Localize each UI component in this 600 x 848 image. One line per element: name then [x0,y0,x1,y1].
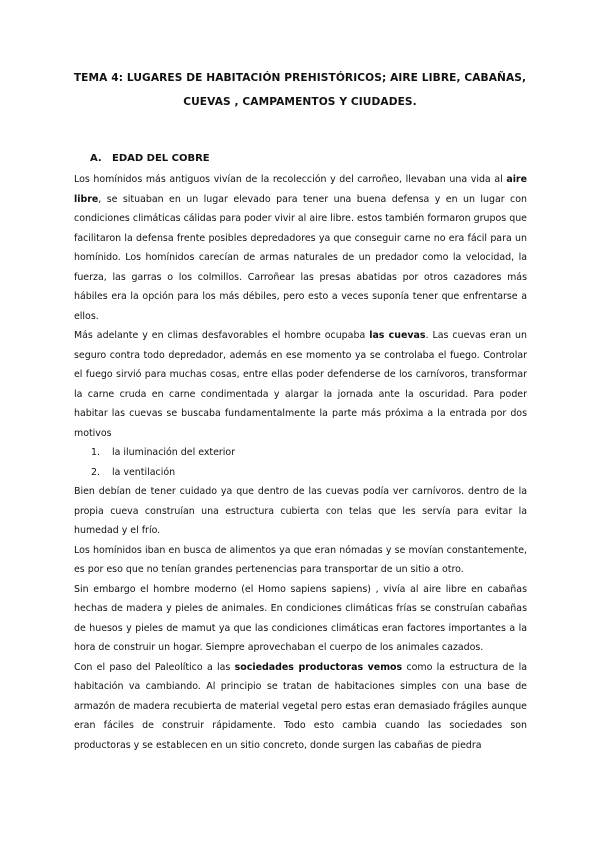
paragraph-5: Sin embargo el hombre moderno (el Homo sapiens sapiens) , vivía al aire libre en cabañas hechas de madera y pieles de animales. En condiciones climáticas frías se construían cabañas de huesos y pieles de mamut ya que las condiciones climáticas eran factores importantes a la hora de construir un hogar. Siempre aprovechaban el cuerpo de los animales cazados. [74,583,527,653]
paragraph-4: Los homínidos iban en busca de alimentos ya que eran nómadas y se movían constantemente, es por eso que no tenían grandes pertenencias para transportar de un sitio a otro. [74,544,527,575]
list-item [74,463,527,483]
section-heading [90,153,210,164]
paragraph-2-text-a: Más adelante y en climas desfavorables el hombre ocupaba [74,330,370,341]
paragraph-6-text-a: Con el paso del Paleolítico a las [74,661,235,673]
paragraph-2-emphasis: las cuevas [369,330,426,341]
section-number: A. [90,153,102,164]
list-item-number: 1. [91,447,101,458]
title-line-2: CUEVAS , CAMPAMENTOS Y CIUDADES. [183,96,417,108]
paragraph-6-text-c: como la estructura de la habitación va cambiando. Al principio se tratan de habitaciones simples con una base de armazón de madera recubierta de material vegetal pero estas eran demasiado frágiles aunque eran fáciles de construir rápidamente. Todo esto cambia cuando las sociedades son productoras y se establecen en un sitio concreto, donde surgen las cabañas de piedra [74,661,528,751]
paragraph-6-emphasis: sociedades productoras vemos [234,661,403,673]
paragraph-3: Bien debían de tener cuidado ya que dentro de las cuevas podía ver carnívoros. dentro de la propia cueva construían una estructura cubierta con telas que les servía para evitar la humedad y el frío. [74,486,527,536]
title-line-1: TEMA 4: LUGARES DE HABITACIÓN PREHISTÓRICOS; AIRE LIBRE, CABAÑAS, [73,72,527,84]
paragraph-6 [74,658,527,756]
list-item-text: la iluminación del exterior [112,447,236,458]
list-item-text: la ventilación [112,466,176,478]
paragraph-2 [74,326,527,443]
paragraph-1-emphasis: aire libre [74,174,527,205]
list-item-number: 2. [91,466,101,478]
document-body [74,170,527,755]
numbered-list [74,443,527,482]
paragraph-1 [74,170,527,326]
section-title: EDAD DEL COBRE [112,153,210,164]
list-item [74,443,527,463]
paragraph-1-text-c: , se situaban en un lugar elevado para tener una buena defensa y en un lugar con condiciones climáticas cálidas para poder vivir al aire libre. estos también formaron grupos que facilitaron la defensa frente posibles depredadores ya que conseguir carne no era fácil para un homínido. Los homínidos carecían de armas naturales de un predador como la velocidad, la fuerza, las garras o los colmillos. Carroñear las presas abatidas por otros cazadores más hábiles era la opción para los más débiles, pero esto a veces suponía tener que enfrentarse a ellos. [74,193,527,322]
paragraph-2-text-c: . Las cuevas eran un seguro contra todo depredador, además en ese momento ya se controlaba el fuego. Controlar el fuego sirvió para muchas cosas, entre ellas poder defenderse de los carnívoros, transformar la carne cruda en carne condimentada y alargar la jornada ante la oscuridad. Para poder habitar las cuevas se buscaba fundamentalmente la parte más próxima a la entrada por dos motivos [74,330,528,439]
paragraph-1-text-a: Los homínidos más antiguos vivían de la recolección y del carroñeo, llevaban una vida al [74,174,507,185]
